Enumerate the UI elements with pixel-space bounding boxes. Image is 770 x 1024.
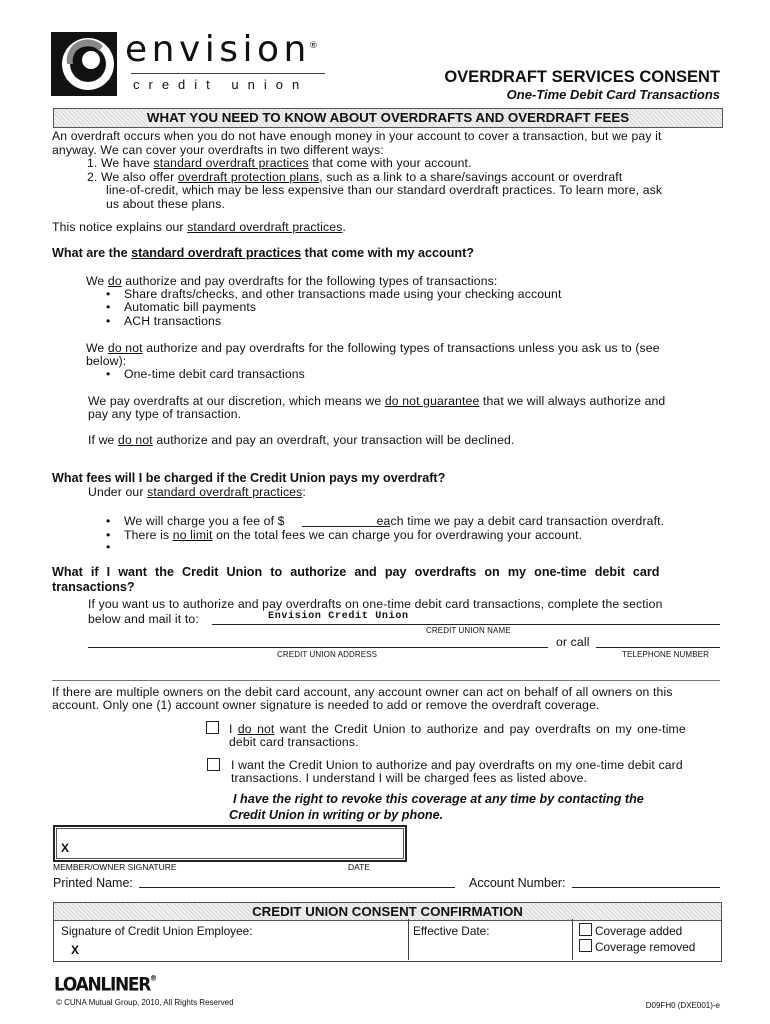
- or-call-text: or call: [556, 635, 590, 649]
- loanliner-logo: LOANLINER®: [54, 974, 156, 996]
- protection-plans-link: overdraft protection plans: [177, 170, 320, 184]
- owners-line-1: If there are multiple owners on the debit card account, any account owner can act on behalf of all owners on this: [52, 685, 673, 699]
- employee-signature-x[interactable]: X: [71, 943, 80, 957]
- instructions-line-2: below and mail it to:: [88, 612, 199, 626]
- account-number-label: Account Number:: [469, 876, 566, 890]
- fee-line: • We will charge you a fee of $ each time we pay a debit card transaction overdraft.: [124, 515, 664, 528]
- confirmation-banner: [53, 902, 722, 921]
- form-code: D09FH0 (DXE001)-e: [645, 1001, 720, 1010]
- coverage-added-label: Coverage added: [595, 924, 683, 938]
- do-not-authorize-text: We do not authorize and pay overdrafts for the following types of transactions unless you ask us to (see: [86, 341, 660, 355]
- no-limit-line: • There is no limit on the total fees we can charge you for overdrawing your account.: [124, 529, 582, 542]
- opt-out-line-2: debit card transactions.: [229, 735, 359, 749]
- copyright: © CUNA Mutual Group, 2010, All Rights Reserved: [56, 998, 234, 1007]
- notice-text: This notice explains our standard overdraft practices.: [52, 220, 346, 234]
- question-1: What are the standard overdraft practices that come with my account?: [52, 246, 474, 260]
- question-3-line-2: transactions?: [52, 580, 135, 594]
- envision-logo-icon: [51, 28, 117, 98]
- revoke-line-2: Credit Union in writing or by phone.: [229, 808, 444, 822]
- list-item: • Automatic bill payments: [124, 301, 256, 314]
- form-title: OVERDRAFT SERVICES CONSENT: [444, 68, 720, 86]
- coverage-removed-checkbox[interactable]: [579, 939, 592, 952]
- do-not-authorize-line-2: below):: [86, 354, 127, 368]
- credit-union-name-field[interactable]: [212, 624, 720, 625]
- member-signature-box[interactable]: [53, 825, 407, 862]
- intro-item-2: 2. We also offer overdraft protection plans, such as a link to a share/savings account or overdraft: [87, 170, 623, 184]
- opt-in-checkbox[interactable]: [207, 758, 220, 771]
- telephone-field[interactable]: [596, 647, 720, 648]
- account-number-field[interactable]: [572, 887, 720, 888]
- revoke-line-1: I have the right to revoke this coverage at any time by contacting the: [233, 792, 644, 806]
- logo-sub: credit union: [133, 77, 309, 92]
- intro-item-2-line-2: line-of-credit, which may be less expensive than our standard overdraft practices. To learn more, ask: [106, 183, 663, 197]
- owners-line-2: account. Only one (1) account owner signature is needed to add or remove the overdraft coverage.: [52, 698, 600, 712]
- confirmation-banner-text: CREDIT UNION CONSENT CONFIRMATION: [252, 904, 523, 919]
- do-authorize-text: We do authorize and pay overdrafts for the following types of transactions:: [86, 274, 498, 288]
- section-banner-text: WHAT YOU NEED TO KNOW ABOUT OVERDRAFTS AND OVERDRAFT FEES: [146, 110, 630, 125]
- signature-x: X: [61, 841, 70, 855]
- logo-name: envision: [125, 29, 311, 70]
- effective-date-label[interactable]: Effective Date:: [413, 924, 490, 938]
- question-2: What fees will I be charged if the Credit Union pays my overdraft?: [52, 471, 446, 485]
- employee-signature-label: Signature of Credit Union Employee:: [61, 924, 253, 938]
- intro-line-1: An overdraft occurs when you do not have enough money in your account to cover a transaction, but we pay it: [52, 129, 662, 143]
- instructions-line-1: If you want us to authorize and pay overdrafts on one-time debit card transactions, complete the section: [88, 597, 663, 611]
- credit-union-name-label: CREDIT UNION NAME: [426, 626, 511, 635]
- list-item: • Share drafts/checks, and other transactions made using your checking account: [124, 288, 562, 301]
- opt-in-line-2: transactions. I understand I will be charged fees as listed above.: [231, 771, 588, 785]
- credit-union-address-field[interactable]: [88, 647, 548, 648]
- telephone-label: TELEPHONE NUMBER: [622, 650, 709, 659]
- coverage-added-checkbox[interactable]: [579, 923, 592, 936]
- section-banner: [53, 108, 723, 128]
- credit-union-name-value: Envision Credit Union: [268, 611, 409, 622]
- opt-out-text: I do not want the Credit Union to authorize and pay overdrafts on my one-time: [229, 722, 686, 736]
- discretion-line-2: pay any type of transaction.: [88, 407, 242, 421]
- logo: [51, 28, 341, 98]
- intro-item-2-line-3: us about these plans.: [106, 197, 226, 211]
- stray-bullet-icon: •: [106, 540, 111, 554]
- opt-in-text: I want the Credit Union to authorize and pay overdrafts on my one-time debit card: [231, 758, 683, 772]
- opt-out-checkbox[interactable]: [206, 721, 219, 734]
- divider: [52, 680, 720, 681]
- confirmation-box: [53, 902, 722, 962]
- intro-line-2: anyway. We can cover your overdrafts in two different ways:: [52, 143, 384, 157]
- registered-mark: ®: [308, 41, 323, 51]
- standard-practices-link: standard overdraft practices: [153, 156, 309, 170]
- list-item: • One-time debit card transactions: [124, 368, 305, 381]
- printed-name-field[interactable]: [139, 887, 455, 888]
- coverage-removed-label: Coverage removed: [595, 940, 696, 954]
- question-3-line-1: What if I want the Credit Union to authorize and pay overdrafts on my one-time debit card: [52, 565, 660, 579]
- form-subtitle: One-Time Debit Card Transactions: [506, 87, 720, 102]
- intro-item-1: 1. We have standard overdraft practices that come with your account.: [87, 156, 472, 170]
- credit-union-address-label: CREDIT UNION ADDRESS: [277, 650, 378, 659]
- list-item: • ACH transactions: [124, 315, 221, 328]
- printed-name-label: Printed Name:: [53, 876, 133, 890]
- discretion-text: We pay overdrafts at our discretion, which means we do not guarantee that we will always authorize and: [88, 394, 666, 408]
- date-label: DATE: [348, 862, 371, 872]
- under-practices-text: Under our standard overdraft practices:: [88, 485, 306, 499]
- declined-text: If we do not authorize and pay an overdraft, your transaction will be declined.: [88, 433, 515, 447]
- fee-amount-field[interactable]: [302, 526, 390, 527]
- member-signature-label: MEMBER/OWNER SIGNATURE: [53, 862, 177, 872]
